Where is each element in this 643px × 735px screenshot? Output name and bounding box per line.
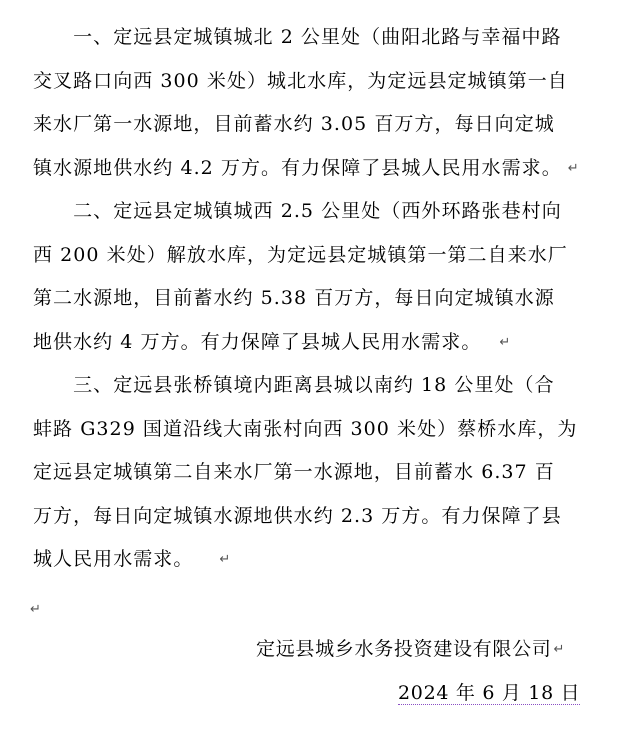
paragraph-1-line-4 bbox=[33, 153, 579, 183]
paragraph-3-line-3: 定远县定城镇第二自来水厂第一水源地，目前蓄水 6.37 百 bbox=[33, 461, 555, 483]
empty-paragraph bbox=[30, 594, 41, 624]
signature-date bbox=[398, 678, 580, 708]
paragraph-mark-icon: ↵ bbox=[553, 642, 565, 657]
paragraph-2-line-4 bbox=[33, 327, 510, 357]
paragraph-1-line-2: 交叉路口向西 300 米处）城北水库，为定远县定城镇第一自 bbox=[33, 70, 568, 92]
organization-name: 定远县城乡水务投资建设有限公司 bbox=[256, 638, 552, 660]
paragraph-3-line-1: 三、定远县张桥镇境内距离县城以南约 18 公里处（合 bbox=[33, 374, 555, 396]
paragraph-2-line-4-text: 地供水约 4 万方。有力保障了县城人民用水需求。 bbox=[33, 331, 482, 353]
paragraph-2-line-2: 西 200 米处）解放水库，为定远县定城镇第一第二自来水厂 bbox=[33, 244, 568, 266]
paragraph-mark-icon: ↵ bbox=[499, 335, 511, 350]
paragraph-1-line-3: 来水厂第一水源地，目前蓄水约 3.05 百万方，每日向定城 bbox=[33, 113, 555, 135]
paragraph-mark-icon: ↵ bbox=[567, 161, 579, 176]
paragraph-3-line-5 bbox=[33, 544, 230, 574]
paragraph-1-line-4-text: 镇水源地供水约 4.2 万方。有力保障了县城人民用水需求。 bbox=[33, 157, 562, 179]
paragraph-3-line-4: 万方，每日向定城镇水源地供水约 2.3 万方。有力保障了县 bbox=[33, 505, 562, 527]
date-text: 2024 年 6 月 18 日 bbox=[398, 682, 581, 704]
paragraph-2-line-3: 第二水源地，目前蓄水约 5.38 百万方，每日向定城镇水源 bbox=[33, 287, 555, 309]
paragraph-mark-icon: ↵ bbox=[219, 552, 231, 567]
paragraph-3-line-5-text: 城人民用水需求。 bbox=[33, 548, 194, 570]
signature-organization bbox=[256, 634, 564, 664]
paragraph-1-line-1: 一、定远县定城镇城北 2 公里处（曲阳北路与幸福中路 bbox=[33, 26, 562, 48]
paragraph-3-line-2: 蚌路 G329 国道沿线大南张村向西 300 米处）蔡桥水库，为 bbox=[33, 418, 578, 440]
paragraph-2-line-1: 二、定远县定城镇城西 2.5 公里处（西外环路张巷村向 bbox=[33, 200, 562, 222]
paragraph-mark-icon: ↵ bbox=[30, 602, 41, 617]
